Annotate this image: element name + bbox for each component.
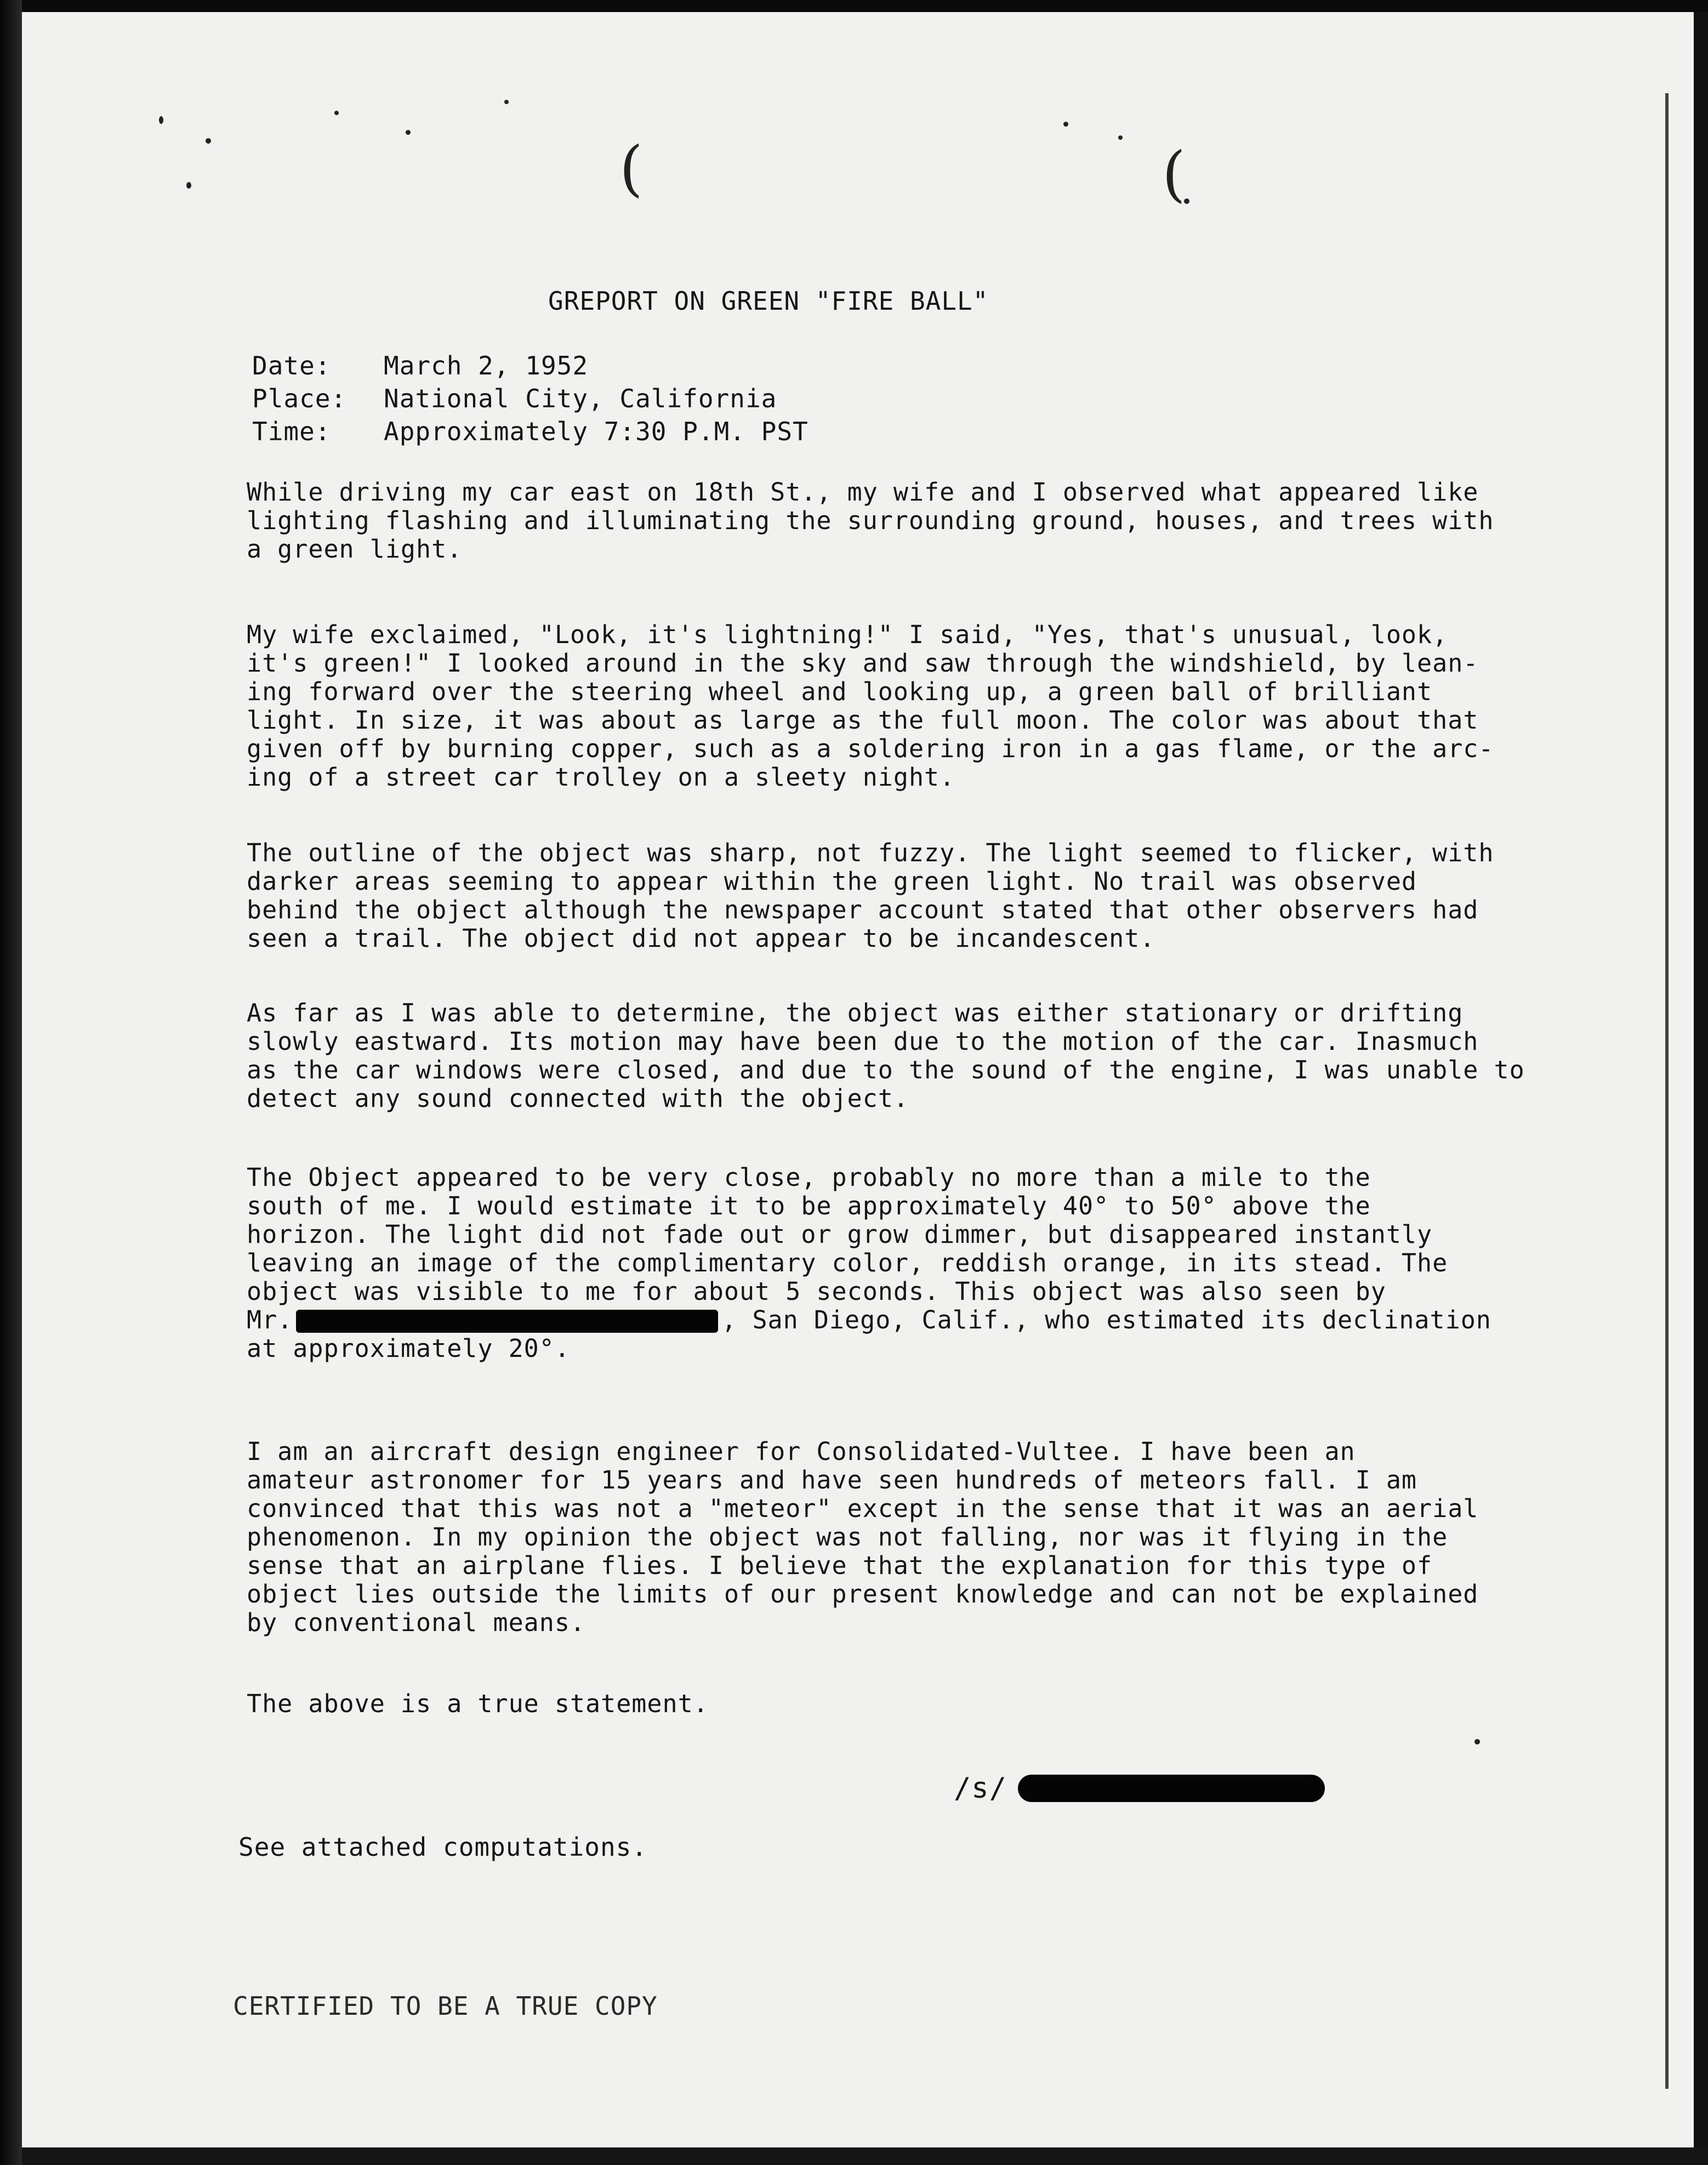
scan-bottom-border	[22, 2147, 1708, 2165]
scan-speck	[334, 111, 339, 115]
redacted-signature	[1018, 1775, 1325, 1802]
paragraph-position	[247, 1163, 1617, 1363]
redacted-name	[296, 1310, 718, 1333]
date-value: March 2, 1952	[384, 351, 589, 380]
scan-speck	[186, 182, 191, 189]
scan-left-border	[0, 0, 22, 2165]
position-text-continued: , San Diego, Calif., who estimated its declination at approximately 20°.	[247, 1305, 1491, 1363]
meta-row-place	[252, 382, 809, 415]
scan-speck	[504, 100, 509, 104]
paragraph-statement: The above is a true statement.	[247, 1689, 709, 1718]
scan-speck	[159, 116, 163, 124]
signature-line	[954, 1772, 1325, 1805]
report-metadata	[252, 349, 809, 448]
scan-mark: (	[1162, 139, 1186, 209]
paragraph-sighting: While driving my car east on 18th St., my wife and I observed what appeared like lighting flashing and illuminating the surrounding ground, houses, and trees with a green light.	[247, 478, 1494, 564]
scan-speck	[406, 130, 411, 135]
document-title: GREPORT ON GREEN "FIRE BALL"	[548, 286, 989, 316]
time-value: Approximately 7:30 P.M. PST	[384, 417, 809, 446]
meta-row-time	[252, 415, 809, 448]
scan-top-border	[22, 0, 1708, 12]
scan-mark: (	[619, 133, 643, 203]
position-text: The Object appeared to be very close, probably no more than a mile to the south of me. I would estimate it to be approximately 40° to 50° above the horizon. The light did not fade out or grow dimmer, but disappeared instantly leaving an image of the complimentary color, reddish orange, in its stead. The object was visible to me for about 5 seconds. This object was also seen by Mr.	[247, 1163, 1448, 1334]
scan-speck	[206, 138, 211, 144]
place-value: National City, California	[384, 384, 777, 413]
scan-right-rule	[1665, 93, 1669, 2089]
place-label: Place:	[252, 384, 347, 413]
meta-row-date	[252, 349, 809, 382]
scan-speck	[1474, 1739, 1480, 1744]
certification-stamp: CERTIFIED TO BE A TRUE COPY	[233, 1991, 658, 2021]
attached-note: See attached computations.	[238, 1832, 648, 1862]
scan-speck	[1063, 122, 1068, 127]
document-page	[22, 12, 1694, 2147]
time-label: Time:	[252, 417, 331, 446]
paragraph-motion: As far as I was able to determine, the object was either stationary or drifting slowly eastward. Its motion may have been due to the motion of the car. Inasmuch as the car windows were closed, and due to the sound of the engine, I was unable to detect any sound connected with the object.	[247, 998, 1525, 1113]
signature-prefix: /s/	[954, 1772, 1007, 1805]
date-label: Date:	[252, 351, 331, 380]
paragraph-outline: The outline of the object was sharp, not fuzzy. The light seemed to flicker, with darker areas seeming to appear within the green light. No trail was observed behind the object although the newspaper account stated that other observers had seen a trail. The object did not appear to be incandescent.	[247, 838, 1494, 953]
paragraph-credentials: I am an aircraft design engineer for Consolidated-Vultee. I have been an amateur astronomer for 15 years and have seen hundreds of meteors fall. I am convinced that this was not a "meteor" except in the sense that it was an aerial phenomenon. In my opinion the object was not falling, nor was it flying in the sense that an airplane flies. I believe that the explanation for this type of object lies outside the limits of our present knowledge and can not be explained by conventional means.	[247, 1437, 1479, 1637]
scan-speck	[1118, 135, 1123, 140]
paragraph-description: My wife exclaimed, "Look, it's lightning!" I said, "Yes, that's unusual, look, it's green!" I looked around in the sky and saw through the windshield, by lean- ing forward over the steering wheel and looking up, a green ball of brilliant light. In size, it was about as large as the full moon. The color was about that given off by burning copper, such as a soldering iron in a gas flame, or the arc- ing of a street car trolley on a sleety night.	[247, 620, 1494, 792]
